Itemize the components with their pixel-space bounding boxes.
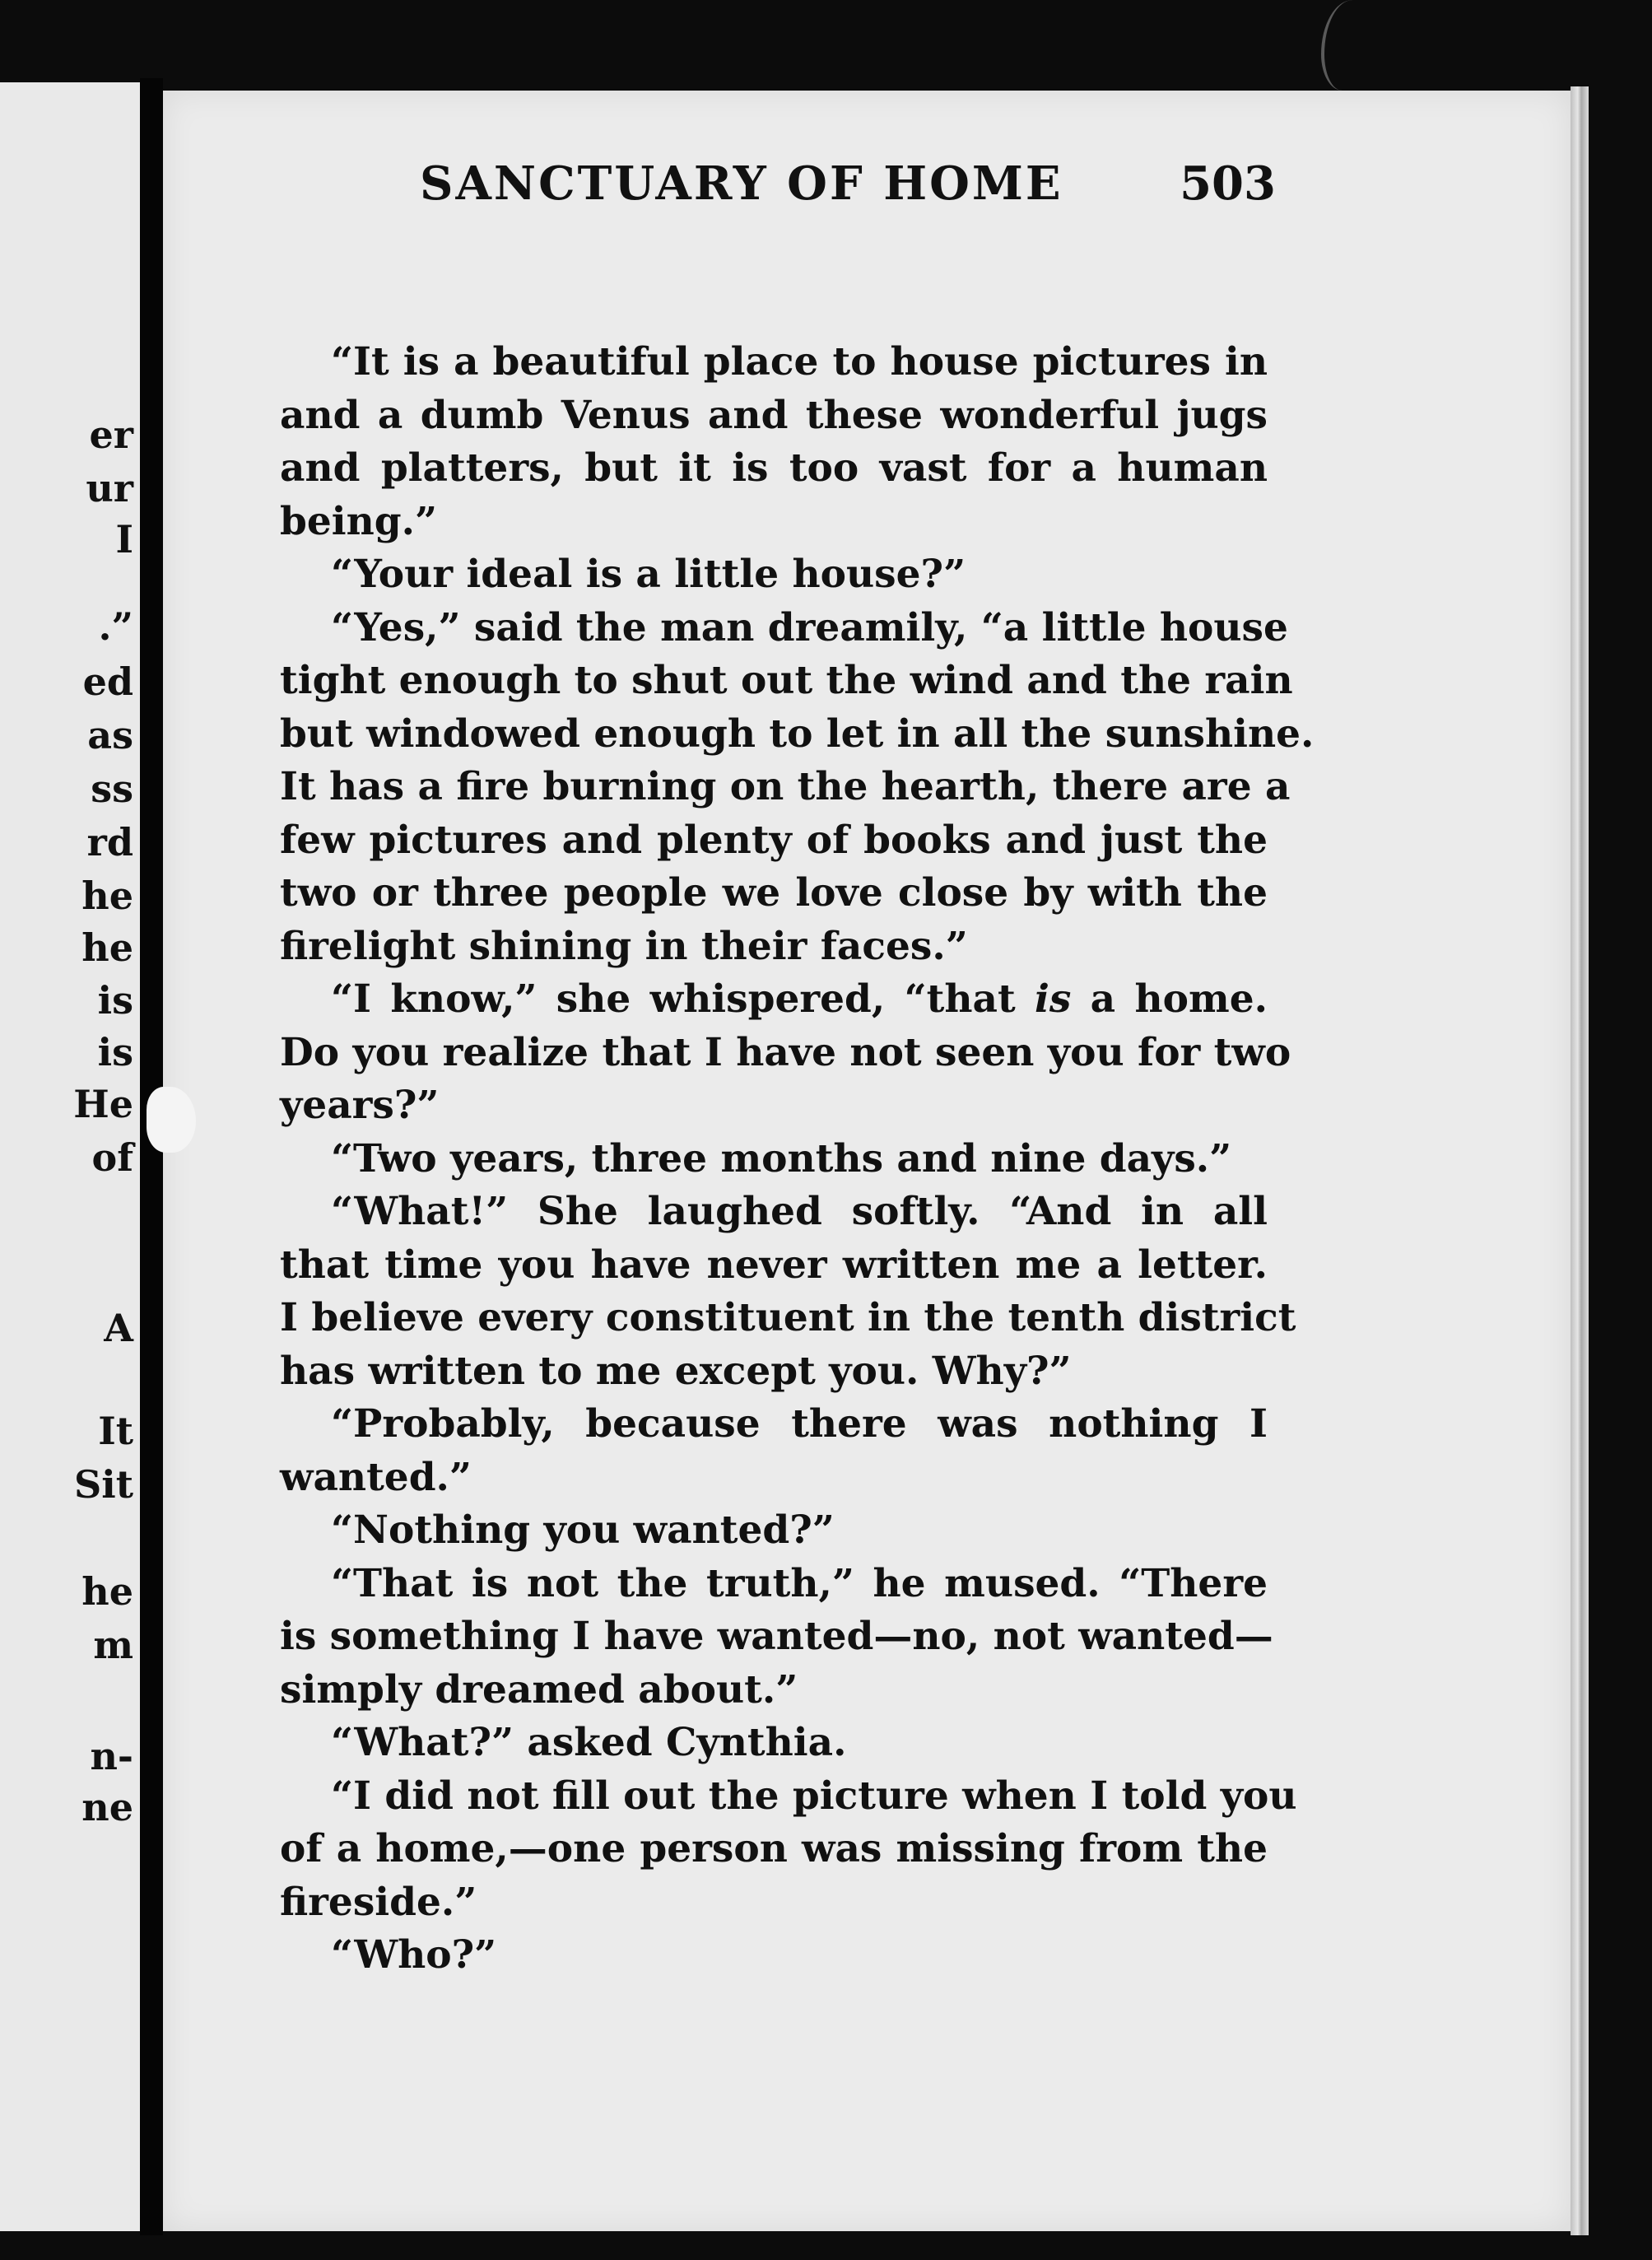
facing-page-text-fragment: It	[98, 1409, 133, 1453]
facing-page-text-fragment: of	[91, 1135, 133, 1180]
text-line: years?”	[280, 1083, 440, 1128]
text-line: “Probably, because there was nothing I	[331, 1401, 1268, 1447]
text-line: “It is a beautiful place to house pictures in	[331, 339, 1268, 384]
text-line: two or three people we love close by with the	[280, 870, 1268, 916]
text-line: It has a fire burning on the hearth, there are a	[280, 764, 1291, 809]
facing-page-text-fragment: A	[104, 1306, 133, 1350]
facing-page-text-fragment: as	[87, 713, 133, 757]
facing-page-text-fragment: Sit	[74, 1462, 133, 1507]
text-line: fireside.”	[280, 1879, 477, 1925]
page-corner-curl	[1321, 0, 1374, 91]
text-line: has written to me except you. Why?”	[280, 1348, 1072, 1394]
facing-page-text-fragment: er	[89, 412, 133, 457]
text-line: of a home,—one person was missing from the	[280, 1826, 1268, 1871]
text-line: “What!” She laughed softly. “And in all	[331, 1189, 1268, 1234]
text-line: Do you realize that I have not seen you for two	[280, 1029, 1291, 1075]
facing-page-text-fragment: n-	[90, 1734, 133, 1778]
facing-page-text-fragment: ur	[86, 466, 133, 510]
body-text	[280, 336, 1315, 1983]
facing-page-text-fragment: ed	[82, 659, 133, 704]
facing-page-fragment	[0, 82, 140, 2231]
text-line: “I did not fill out the picture when I told you	[331, 1773, 1297, 1819]
text-line: being.”	[280, 498, 438, 544]
page-edge	[1571, 86, 1589, 2235]
text-line: is something I have wanted—no, not wanted—	[280, 1614, 1273, 1659]
facing-page-text-fragment: I	[115, 517, 133, 562]
text-line: simply dreamed about.”	[280, 1666, 798, 1712]
facing-page-text-fragment: m	[93, 1623, 133, 1667]
text-line: I believe every constituent in the tenth district	[280, 1295, 1296, 1340]
text-line: and platters, but it is too vast for a human	[280, 445, 1268, 491]
facing-page-text-fragment: is	[97, 978, 133, 1023]
text-line: few pictures and plenty of books and just the	[280, 817, 1268, 863]
text-line: “Nothing you wanted?”	[331, 1507, 835, 1553]
facing-page-text-fragment: he	[81, 925, 133, 970]
paper-tear	[147, 1087, 196, 1153]
running-head	[255, 156, 1276, 214]
running-title: SANCTUARY OF HOME	[420, 156, 1063, 211]
text-line: and a dumb Venus and these wonderful jugs	[280, 392, 1268, 438]
facing-page-text-fragment: he	[81, 874, 133, 918]
facing-page-text-fragment: rd	[86, 820, 133, 864]
text-line: “Who?”	[331, 1932, 497, 1978]
facing-page-text-fragment: He	[73, 1082, 133, 1126]
text-line: “That is not the truth,” he mused. “There	[331, 1560, 1268, 1606]
text-line: “Two years, three months and nine days.”	[331, 1135, 1232, 1181]
text-line: firelight shining in their faces.”	[280, 923, 968, 969]
text-line: that time you have never written me a letter.	[280, 1242, 1268, 1288]
text-line: “Your ideal is a little house?”	[331, 552, 966, 597]
facing-page-text-fragment: he	[81, 1569, 133, 1614]
text-line: “Yes,” said the man dreamily, “a little house	[331, 604, 1288, 650]
facing-page-text-fragment: .”	[98, 604, 133, 649]
text-line: “I know,” she whispered, “that is a home.	[331, 976, 1268, 1022]
book-gutter	[140, 78, 163, 2235]
facing-page-text-fragment: ss	[91, 767, 133, 811]
text-line: “What?” asked Cynthia.	[331, 1720, 847, 1765]
text-line: but windowed enough to let in all the sunshine.	[280, 711, 1315, 757]
facing-page-text-fragment: is	[97, 1030, 133, 1074]
text-line: tight enough to shut out the wind and the rain	[280, 658, 1293, 703]
facing-page-text-fragment: ne	[81, 1785, 133, 1829]
text-line: wanted.”	[280, 1454, 472, 1500]
page-number: 503	[1180, 156, 1276, 211]
